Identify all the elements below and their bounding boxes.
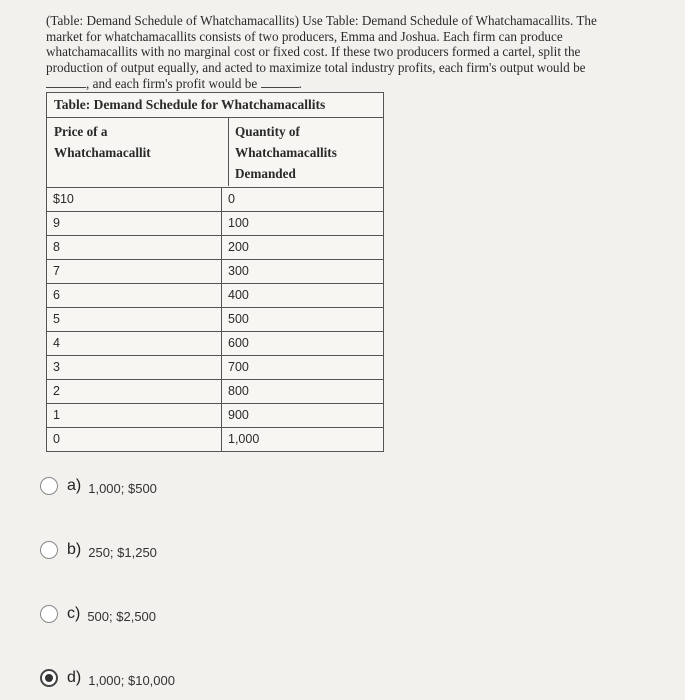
quantity-cell: 900 [228, 408, 249, 422]
quantity-cell: 100 [228, 216, 249, 230]
question-line-end: . [298, 76, 302, 92]
price-cell: 6 [47, 284, 222, 307]
option-letter: a) [67, 477, 82, 494]
table-row [47, 380, 383, 404]
option-letter: b) [67, 541, 82, 558]
quantity-cell: 600 [228, 336, 249, 350]
price-cell: $10 [47, 188, 222, 211]
price-cell: 1 [47, 404, 222, 427]
question-line [46, 75, 668, 92]
price-cell: 0 [47, 428, 222, 451]
option-d[interactable] [40, 668, 175, 688]
quantity-header-line: Whatchamacallits [235, 145, 337, 160]
question-line: (Table: Demand Schedule of Whatchamacallits) Use Table: Demand Schedule of Whatchamacallits. The [46, 13, 597, 28]
price-cell: 8 [47, 236, 222, 259]
table-row [47, 260, 383, 284]
price-cell: 5 [47, 308, 222, 331]
option-a[interactable] [40, 476, 157, 496]
table-row [47, 332, 383, 356]
question-line: whatchamacallits with no marginal cost or fixed cost. If these two producers formed a cartel, split the [46, 44, 581, 60]
table-row [47, 188, 383, 212]
quantity-cell: 0 [228, 192, 235, 206]
table-row [47, 284, 383, 308]
answer-blank [261, 75, 299, 88]
demand-table [46, 92, 384, 452]
quantity-cell: 1,000 [228, 432, 260, 446]
table-row [47, 236, 383, 260]
table-header [47, 118, 383, 188]
quantity-cell: 500 [228, 312, 249, 326]
question-line-mid: , and each firm's profit would be [86, 76, 258, 92]
quantity-cell: 400 [228, 288, 249, 302]
option-c[interactable] [40, 604, 156, 624]
price-cell: 4 [47, 332, 222, 355]
option-text: 250; $1,250 [88, 545, 157, 560]
quantity-header-line: Demanded [235, 166, 296, 181]
table-row [47, 404, 383, 428]
price-cell: 7 [47, 260, 222, 283]
quantity-cell: 300 [228, 264, 249, 278]
table-row [47, 356, 383, 380]
quantity-header-line: Quantity of [235, 124, 300, 139]
option-letter: d) [67, 669, 82, 686]
question-text [46, 13, 668, 92]
option-letter: c) [67, 605, 81, 622]
option-b[interactable] [40, 540, 157, 560]
price-header-line: Price of a [54, 124, 108, 139]
price-header [47, 118, 229, 186]
answer-blank [46, 75, 86, 88]
table-row [47, 212, 383, 236]
radio-button-selected[interactable] [40, 669, 58, 687]
question-line: production of output equally, and acted to maximize total industry profits, each firm's output would be [46, 59, 586, 75]
option-text: 1,000; $500 [88, 481, 157, 496]
table-title: Table: Demand Schedule for Whatchamacallits [47, 93, 383, 118]
radio-button[interactable] [40, 477, 58, 495]
option-text: 1,000; $10,000 [88, 673, 175, 688]
price-cell: 9 [47, 212, 222, 235]
quantity-header [229, 118, 383, 187]
radio-button[interactable] [40, 541, 58, 559]
quantity-cell: 800 [228, 384, 249, 398]
price-header-line: Whatchamacallit [54, 145, 151, 160]
price-cell: 2 [47, 380, 222, 403]
table-row [47, 308, 383, 332]
radio-button[interactable] [40, 605, 58, 623]
quantity-cell: 200 [228, 240, 249, 254]
quantity-cell: 700 [228, 360, 249, 374]
question-line: market for whatchamacallits consists of two producers, Emma and Joshua. Each firm can produce [46, 28, 563, 44]
table-row [47, 428, 383, 451]
option-text: 500; $2,500 [87, 609, 157, 624]
price-cell: 3 [47, 356, 222, 379]
